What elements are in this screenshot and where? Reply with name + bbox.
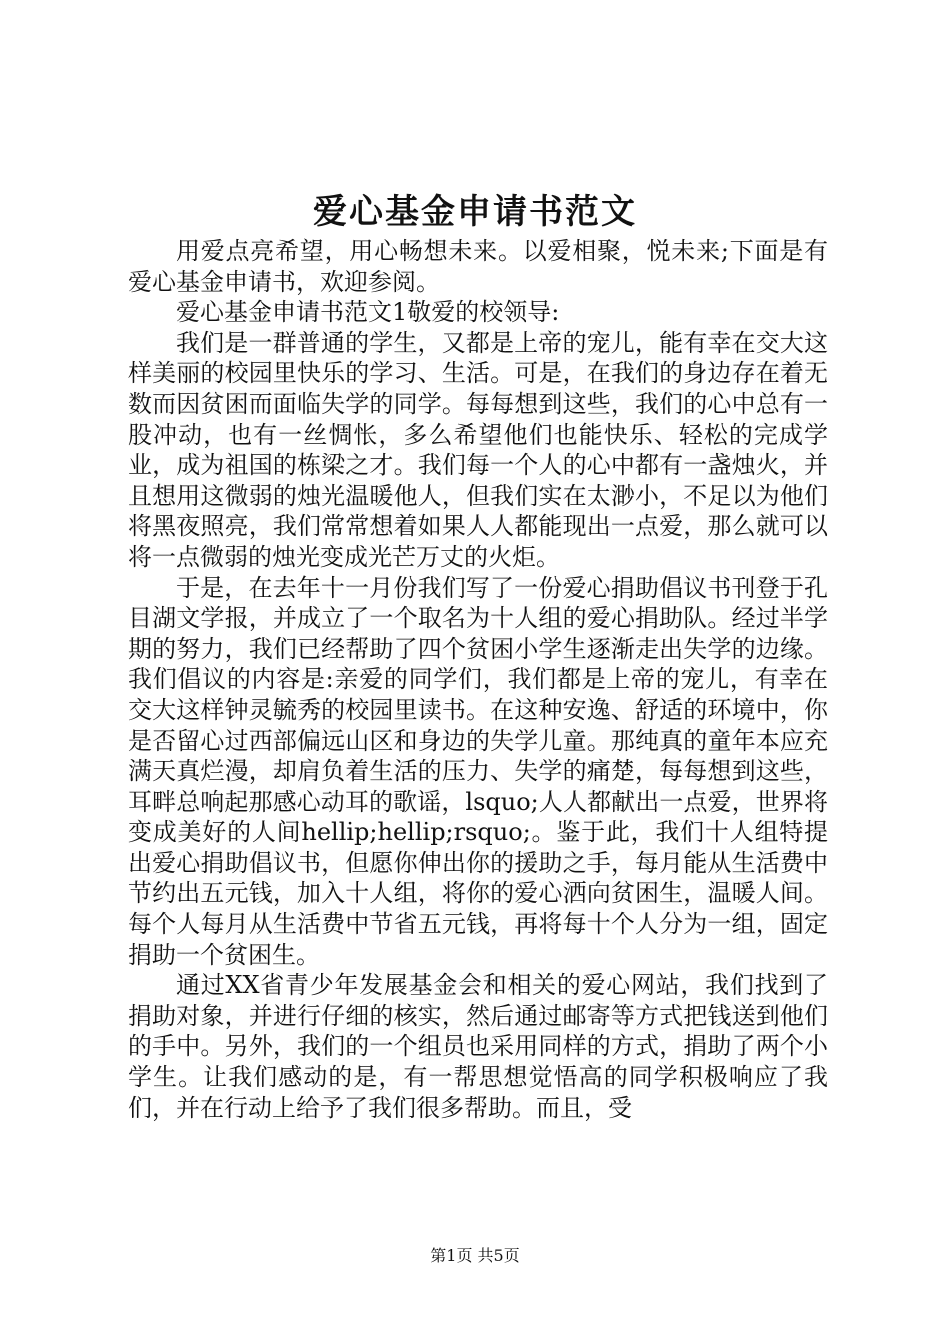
document-body [128, 236, 828, 1123]
paragraph-body-1: 我们是一群普通的学生，又都是上帝的宠儿，能有幸在交大这样美丽的校园里快乐的学习、生活。可是，在我们的身边存在着无数而因贫困而面临失学的同学。每每想到这些，我们的心中总有一股冲动，也有一丝惆怅，多么希望他们也能快乐、轻松的完成学业，成为祖国的栋梁之才。我们每一个人的心中都有一盏烛火，并且想用这微弱的烛光温暖他人，但我们实在太渺小，不足以为他们将黑夜照亮，我们常常想着如果人人都能现出一点爱，那么就可以将一点微弱的烛光变成光芒万丈的火炬。 [128, 328, 828, 571]
paragraph-body-3: 通过XX省青少年发展基金会和相关的爱心网站，我们找到了捐助对象，并进行仔细的核实，然后通过邮寄等方式把钱送到他们的手中。另外，我们的一个组员也采用同样的方式，捐助了两个小学生。让我们感动的是，有一帮思想觉悟高的同学积极响应了我们，并在行动上给予了我们很多帮助。而且，受 [128, 971, 828, 1122]
paragraph-intro: 用爱点亮希望，用心畅想未来。以爱相聚，悦未来;下面是有爱心基金申请书，欢迎参阅。 [128, 237, 828, 296]
document-title: 爱心基金申请书范文 [313, 192, 637, 232]
paragraph-salutation: 爱心基金申请书范文1敬爱的校领导: [176, 298, 560, 327]
page-number-footer: 第1页 共5页 [430, 1246, 520, 1265]
paragraph-body-2: 于是，在去年十一月份我们写了一份爱心捐助倡议书刊登于孔目湖文学报，并成立了一个取名为十人组的爱心捐助队。经过半学期的努力，我们已经帮助了四个贫困小学生逐渐走出失学的边缘。我们倡议的内容是:亲爱的同学们，我们都是上帝的宠儿，有幸在交大这样钟灵毓秀的校园里读书。在这种安逸、舒适的环境中，你是否留心过西部偏远山区和身边的失学儿童。那纯真的童年本应充满天真烂漫，却肩负着生活的压力、失学的痛楚，每每想到这些，耳畔总响起那感心动耳的歌谣，lsquo;人人都献出一点爱，世界将变成美好的人间hellip;hellip;rsquo;。鉴于此，我们十人组特提出爱心捐助倡议书，但愿你伸出你的援助之手，每月能从生活费中节约出五元钱，加入十人组，将你的爱心洒向贫困生，温暖人间。每个人每月从生活费中节省五元钱，再将每十个人分为一组，固定捐助一个贫困生。 [128, 573, 828, 969]
